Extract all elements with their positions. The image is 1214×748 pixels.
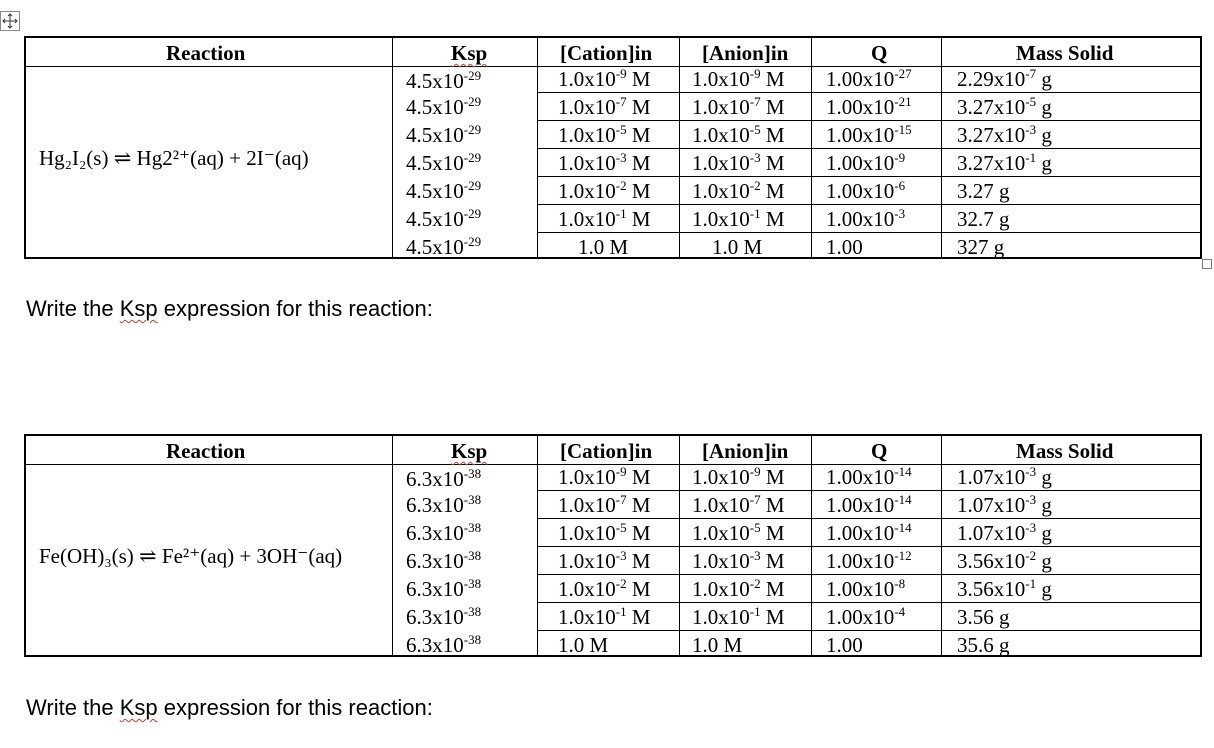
row-divider: [537, 120, 1200, 121]
ksp-value: $4.5x10^{-29}$: [406, 234, 482, 259]
cell-q: $1.00x10^{-4}$: [826, 604, 906, 629]
header-anion: [Anion]in: [702, 41, 789, 65]
cell-cation: $1.0x10^{-7}$ M: [558, 94, 651, 119]
cell-mass: 3.56 g: [957, 605, 1010, 629]
cell-q: $1.00x10^{-8}$: [826, 576, 906, 601]
cell-cation: $1.0x10^{-1}$ M: [558, 206, 651, 231]
reaction-equation: Fe(OH)₃(s) ⇌ Fe²⁺(aq) + 3OH⁻(aq): [39, 544, 343, 568]
header-ksp: Ksp: [451, 41, 488, 65]
cell-cation: 1.0 M: [578, 235, 629, 259]
ksp-value: $6.3x10^{-38}$: [406, 520, 482, 545]
header-anion: [Anion]in: [702, 439, 789, 463]
cell-mass: $2.29x10^{-7}$ g: [957, 66, 1052, 91]
ksp-table-1: [24, 36, 1202, 259]
header-cation: [Cation]in: [560, 439, 653, 463]
table-resize-handle[interactable]: [1202, 259, 1212, 269]
ksp-value: $4.5x10^{-29}$: [406, 178, 482, 203]
cell-anion: $1.0x10^{-5}$ M: [692, 122, 785, 147]
reaction-equation: Hg₂I₂(s) ⇌ Hg2²⁺(aq) + 2I⁻(aq): [39, 146, 309, 170]
row-divider: [537, 176, 1200, 177]
cell-mass: $1.07x10^{-3}$ g: [957, 520, 1052, 545]
header-q: Q: [871, 41, 888, 65]
cell-cation: $1.0x10^{-3}$ M: [558, 150, 651, 175]
cell-q: $1.00x10^{-21}$: [826, 94, 912, 119]
column-divider: [392, 436, 393, 655]
cell-cation: $1.0x10^{-1}$ M: [558, 604, 651, 629]
cell-anion: $1.0x10^{-1}$ M: [692, 206, 785, 231]
cell-cation: $1.0x10^{-2}$ M: [558, 178, 651, 203]
cell-anion: 1.0 M: [692, 633, 743, 657]
table-move-handle-icon[interactable]: [0, 11, 20, 31]
cell-cation: $1.0x10^{-5}$ M: [558, 122, 651, 147]
cell-mass: $3.27x10^{-1}$ g: [957, 150, 1052, 175]
cell-anion: $1.0x10^{-9}$ M: [692, 464, 785, 489]
cell-cation: $1.0x10^{-7}$ M: [558, 492, 651, 517]
cell-anion: $1.0x10^{-9}$ M: [692, 66, 785, 91]
cell-anion: $1.0x10^{-2}$ M: [692, 178, 785, 203]
ksp-value: $6.3x10^{-38}$: [406, 576, 482, 601]
ksp-value: $4.5x10^{-29}$: [406, 206, 482, 231]
cell-q: $1.00x10^{-14}$: [826, 520, 912, 545]
header-q: Q: [871, 439, 888, 463]
cell-q: $1.00x10^{-14}$: [826, 464, 912, 489]
header-cation: [Cation]in: [560, 41, 653, 65]
row-divider: [537, 518, 1200, 519]
ksp-value: $6.3x10^{-38}$: [406, 548, 482, 573]
cell-mass: 3.27 g: [957, 179, 1010, 203]
row-divider: [537, 232, 1200, 233]
cell-anion: $1.0x10^{-1}$ M: [692, 604, 785, 629]
header-mass: Mass Solid: [1016, 439, 1114, 463]
cell-anion: $1.0x10^{-5}$ M: [692, 520, 785, 545]
ksp-value: $6.3x10^{-38}$: [406, 604, 482, 629]
row-divider: [537, 574, 1200, 575]
cell-mass: $3.56x10^{-1}$ g: [957, 576, 1052, 601]
header-mass: Mass Solid: [1016, 41, 1114, 65]
cell-mass: $1.07x10^{-3}$ g: [957, 492, 1052, 517]
ksp-value: $4.5x10^{-29}$: [406, 150, 482, 175]
row-divider: [537, 204, 1200, 205]
ksp-value: $6.3x10^{-38}$: [406, 466, 482, 491]
header-reaction: Reaction: [166, 439, 246, 463]
row-divider: [537, 490, 1200, 491]
cell-mass: 35.6 g: [957, 633, 1010, 657]
cell-cation: $1.0x10^{-3}$ M: [558, 548, 651, 573]
cell-mass: $1.07x10^{-3}$ g: [957, 464, 1052, 489]
header-ksp: Ksp: [451, 439, 488, 463]
cell-mass: 327 g: [957, 235, 1005, 259]
prompt-2: Write the Ksp expression for this reaction:: [26, 695, 433, 720]
cell-cation: $1.0x10^{-2}$ M: [558, 576, 651, 601]
cell-mass: 32.7 g: [957, 207, 1010, 231]
cell-q: $1.00x10^{-12}$: [826, 548, 912, 573]
header-reaction: Reaction: [166, 41, 246, 65]
cell-q: $1.00x10^{-9}$: [826, 150, 906, 175]
cell-cation: 1.0 M: [558, 633, 609, 657]
cell-anion: $1.0x10^{-7}$ M: [692, 492, 785, 517]
cell-mass: $3.27x10^{-3}$ g: [957, 122, 1052, 147]
row-divider: [537, 602, 1200, 603]
cell-q: 1.00: [826, 633, 863, 657]
cell-q: $1.00x10^{-27}$: [826, 66, 912, 91]
cell-q: $1.00x10^{-14}$: [826, 492, 912, 517]
ksp-value: $4.5x10^{-29}$: [406, 68, 482, 93]
row-divider: [537, 630, 1200, 631]
row-divider: [537, 92, 1200, 93]
cell-anion: $1.0x10^{-3}$ M: [692, 150, 785, 175]
cell-mass: $3.27x10^{-5}$ g: [957, 94, 1052, 119]
cell-mass: $3.56x10^{-2}$ g: [957, 548, 1052, 573]
column-divider: [392, 38, 393, 257]
cell-q: $1.00x10^{-6}$: [826, 178, 906, 203]
cell-anion: $1.0x10^{-2}$ M: [692, 576, 785, 601]
ksp-value: $6.3x10^{-38}$: [406, 632, 482, 657]
ksp-value: $4.5x10^{-29}$: [406, 94, 482, 119]
cell-cation: $1.0x10^{-9}$ M: [558, 66, 651, 91]
row-divider: [537, 148, 1200, 149]
cell-cation: $1.0x10^{-5}$ M: [558, 520, 651, 545]
ksp-table-2: [24, 434, 1202, 657]
cell-anion: 1.0 M: [712, 235, 763, 259]
cell-q: 1.00: [826, 235, 863, 259]
cell-anion: $1.0x10^{-3}$ M: [692, 548, 785, 573]
row-divider: [537, 546, 1200, 547]
cell-q: $1.00x10^{-15}$: [826, 122, 912, 147]
cell-q: $1.00x10^{-3}$: [826, 206, 906, 231]
ksp-value: $6.3x10^{-38}$: [406, 492, 482, 517]
cell-cation: $1.0x10^{-9}$ M: [558, 464, 651, 489]
ksp-value: $4.5x10^{-29}$: [406, 122, 482, 147]
prompt-1: Write the Ksp expression for this reaction:: [26, 296, 433, 321]
cell-anion: $1.0x10^{-7}$ M: [692, 94, 785, 119]
